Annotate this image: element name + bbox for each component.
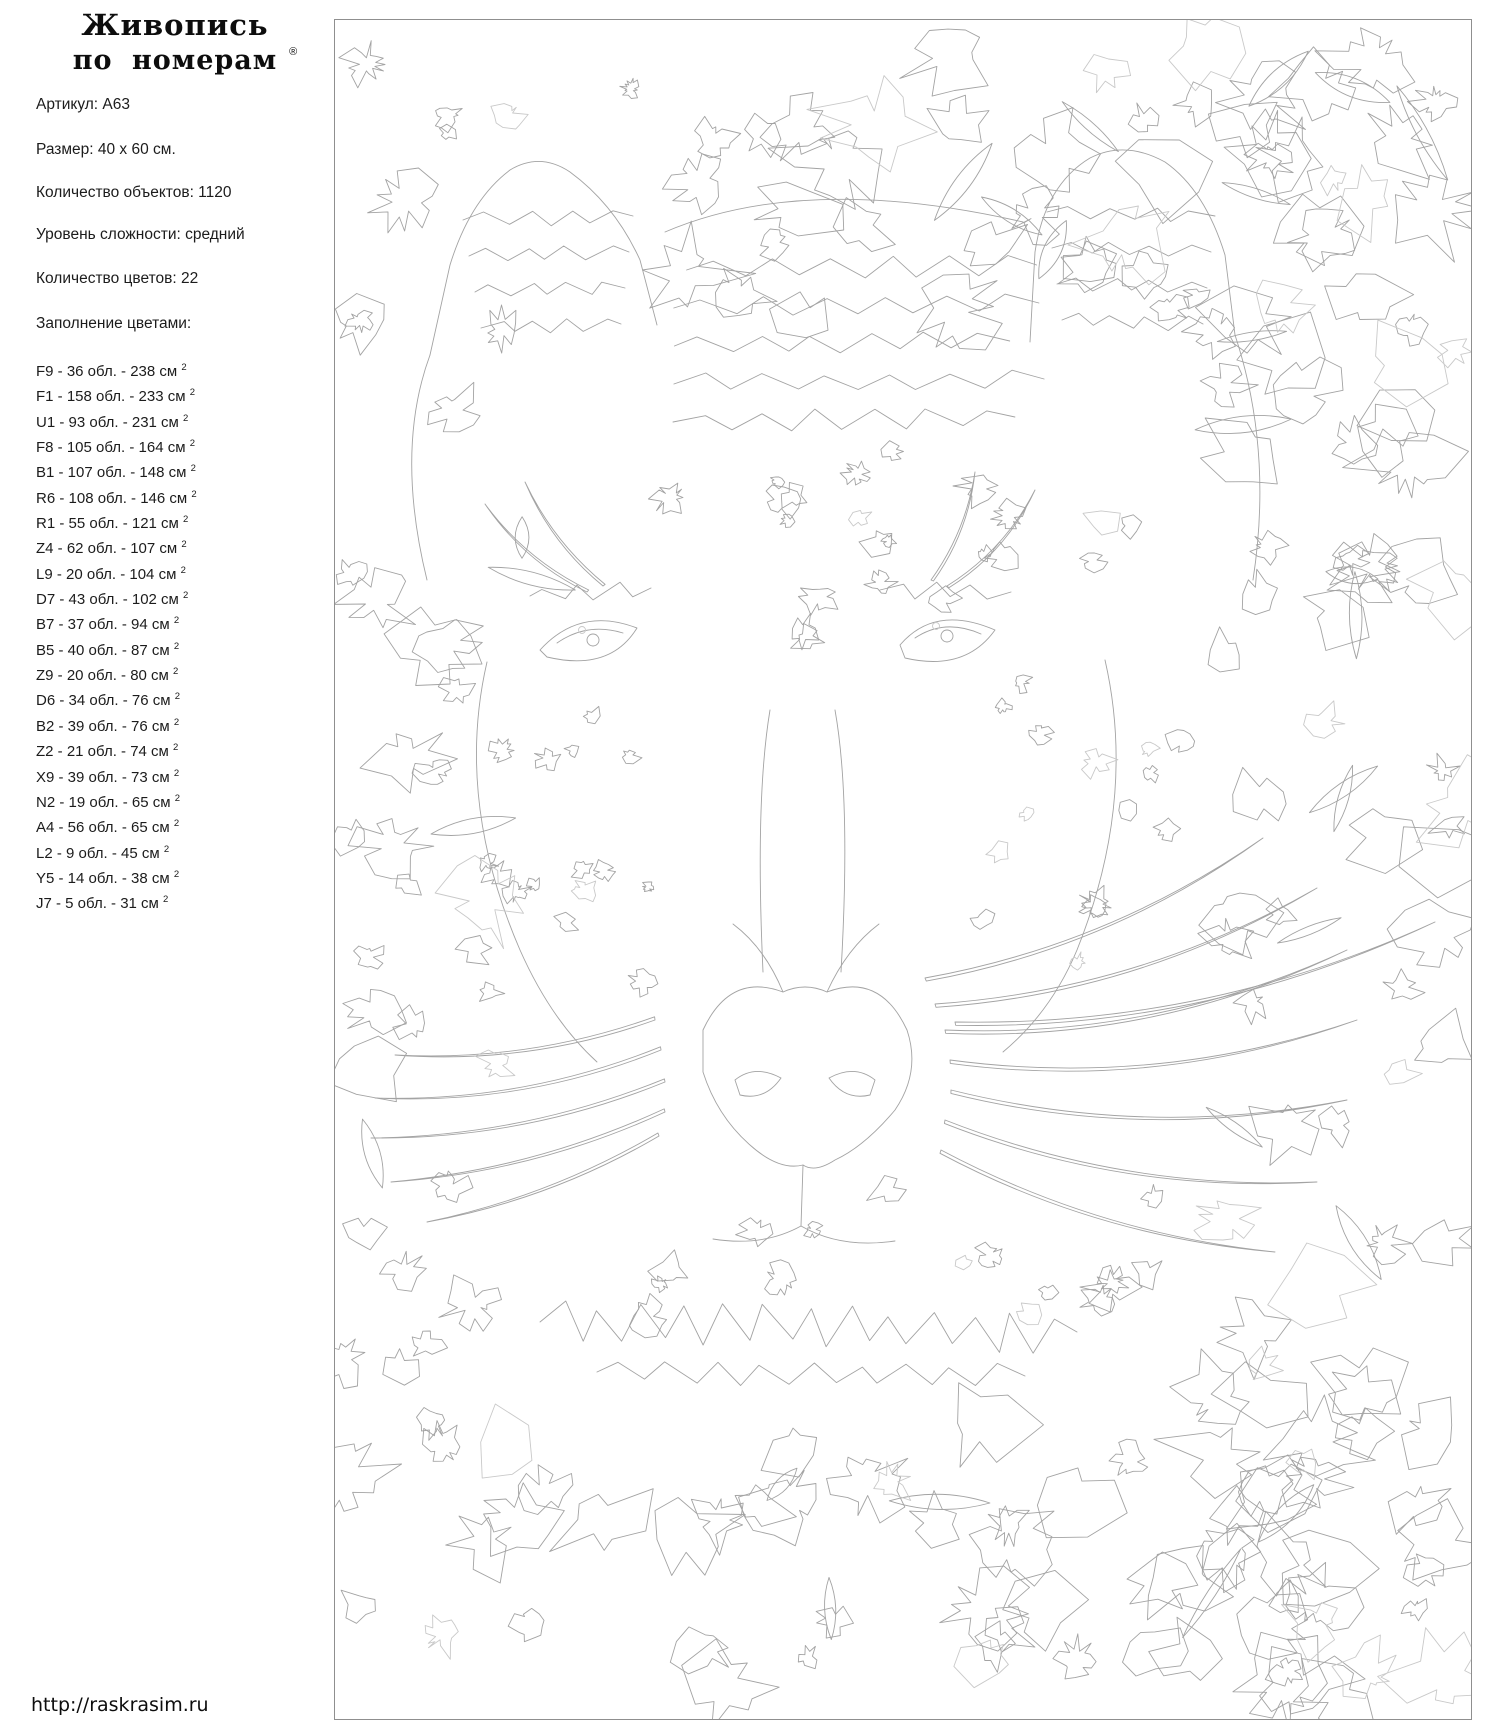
color-list-item: A4 - 56 обл. - 65 см $^2$ (36, 818, 180, 837)
brand-line2-wrap (72, 45, 298, 76)
color-list-item: L2 - 9 обл. - 45 см $^2$ (36, 843, 170, 862)
color-list-item: R1 - 55 обл. - 121 см $^2$ (36, 514, 189, 533)
color-list (36, 357, 197, 915)
color-list-item: B7 - 37 обл. - 94 см $^2$ (36, 615, 180, 634)
info-colors-count: Количество цветов: 22 (36, 270, 199, 287)
color-list-item: Z9 - 20 обл. - 80 см $^2$ (36, 666, 179, 685)
color-list-item: B2 - 39 обл. - 76 см $^2$ (36, 716, 180, 735)
color-list-item: F8 - 105 обл. - 164 см $^2$ (36, 438, 196, 457)
color-list-item: L9 - 20 обл. - 104 см $^2$ (36, 564, 186, 583)
color-list-item: B1 - 107 обл. - 148 см $^2$ (36, 463, 196, 482)
color-list-item: B5 - 40 обл. - 87 см $^2$ (36, 640, 180, 659)
color-list-item: U1 - 93 обл. - 231 см $^2$ (36, 412, 189, 431)
color-list-item: R6 - 108 обл. - 146 см $^2$ (36, 488, 197, 507)
color-list-item: Z2 - 21 обл. - 74 см $^2$ (36, 742, 179, 761)
color-list-item: N2 - 19 обл. - 65 см $^2$ (36, 792, 180, 811)
color-list-item: F9 - 36 обл. - 238 см $^2$ (36, 362, 187, 380)
registered-trademark-icon: ® (289, 46, 298, 58)
info-size: Размер: 40 x 60 см. (36, 141, 176, 158)
website-url: http://raskrasim.ru (31, 1694, 209, 1716)
info-objects-count: Количество объектов: 1120 (36, 184, 232, 201)
brand-logo (52, 8, 298, 76)
info-article: Артикул: A63 (36, 96, 130, 113)
sidebar (0, 0, 334, 1736)
color-list-item: D6 - 34 обл. - 76 см $^2$ (36, 691, 180, 710)
brand-line2: по номерам (72, 45, 278, 76)
color-list-item: X9 - 39 обл. - 73 см $^2$ (36, 767, 180, 786)
canvas-frame (334, 19, 1472, 1720)
color-list-item: F1 - 158 обл. - 233 см $^2$ (36, 387, 196, 406)
color-list-item: Y5 - 14 обл. - 38 см $^2$ (36, 868, 180, 887)
paint-by-numbers-line-art (335, 20, 1471, 1719)
color-list-item: Z4 - 62 обл. - 107 см $^2$ (36, 539, 187, 558)
color-list-item: J7 - 5 обл. - 31 см $^2$ (36, 894, 169, 913)
info-difficulty: Уровень сложности: средний (36, 226, 245, 243)
color-fill-header: Заполнение цветами: (36, 315, 192, 332)
color-list-item: D7 - 43 обл. - 102 см $^2$ (36, 590, 189, 609)
brand-line1: Живопись (81, 8, 269, 42)
